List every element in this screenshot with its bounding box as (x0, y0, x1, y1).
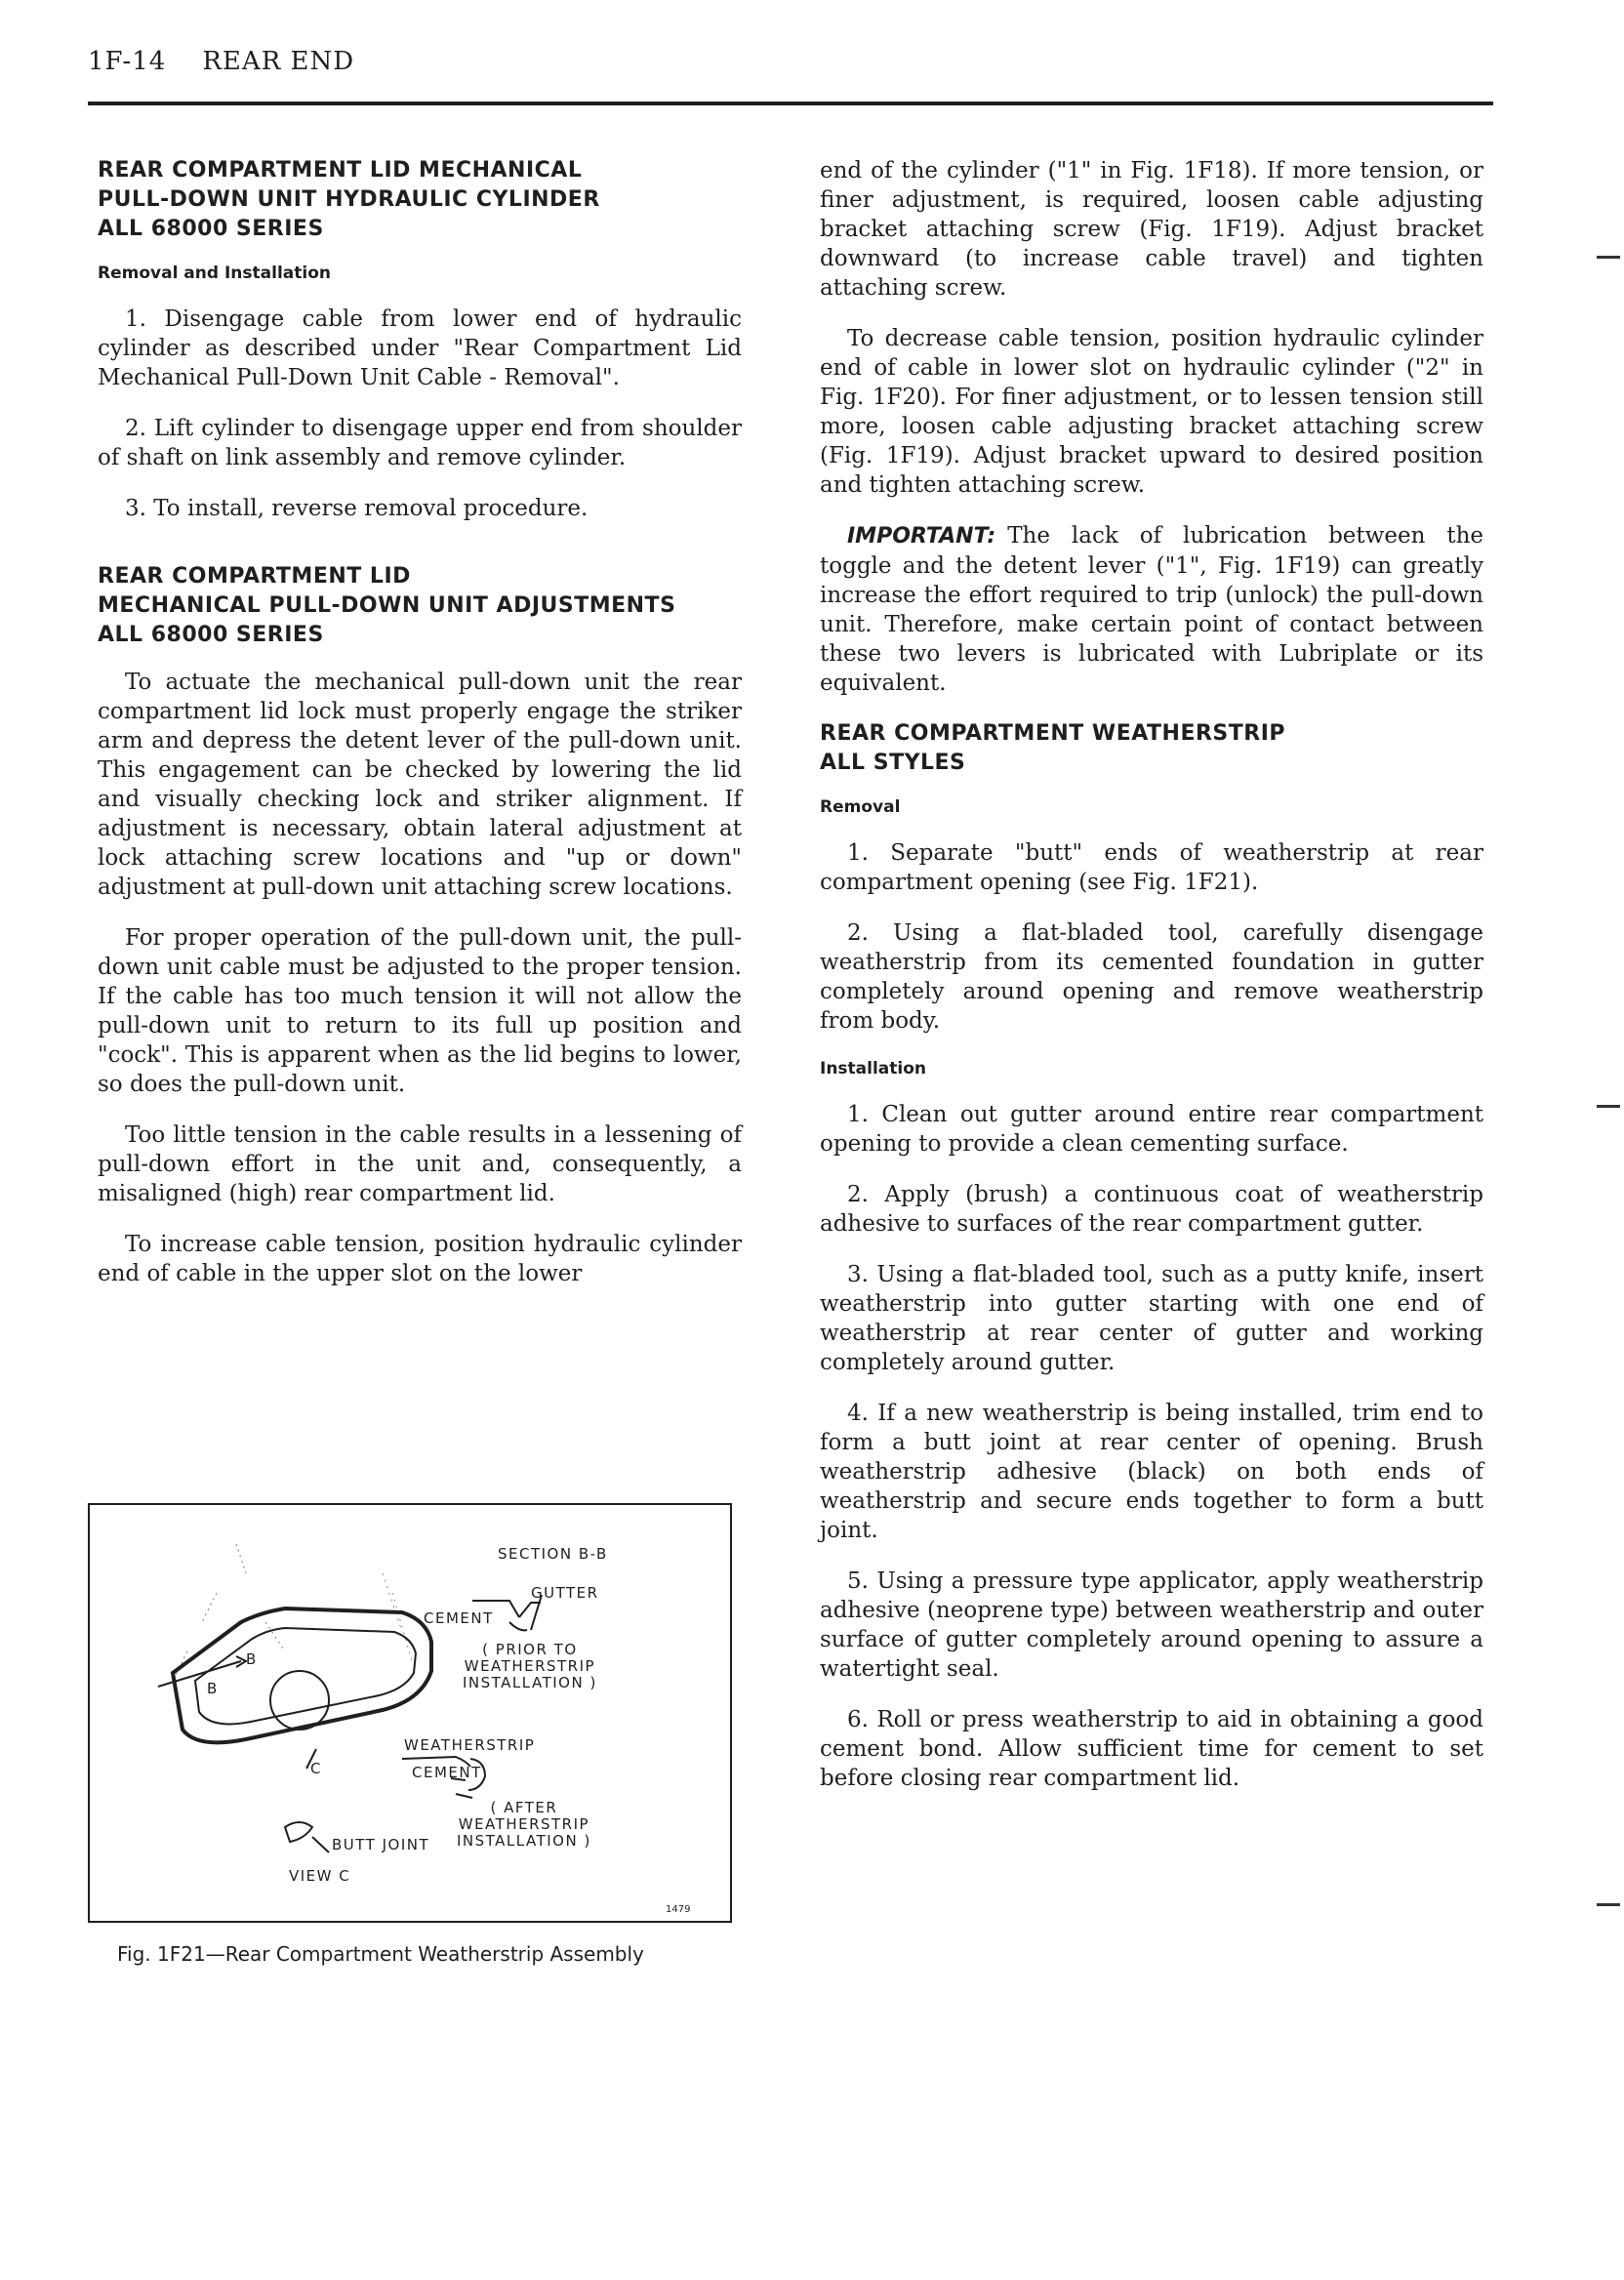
page-reference: 1F-14 (88, 47, 167, 76)
label-cement-upper: CEMENT (424, 1609, 494, 1627)
header-divider (88, 102, 1493, 105)
important-label: IMPORTANT: (847, 524, 996, 549)
subhead-removal-installation: Removal and Installation (98, 264, 331, 283)
title-line: MECHANICAL PULL-DOWN UNIT ADJUSTMENTS (98, 593, 676, 618)
title-line: ALL 68000 SERIES (98, 217, 324, 241)
label-c: C (310, 1760, 322, 1777)
label-after: ( AFTER WEATHERSTRIP INSTALLATION ) (457, 1799, 591, 1850)
important-note (820, 521, 1483, 698)
install-step-3: 3. Using a flat-bladed tool, such as a putty knife, insert weatherstrip into gutter starting with one end of weatherstrip at rear center of gutter and working completely around gutter. (820, 1262, 1483, 1375)
label-b-lower: B (207, 1680, 219, 1697)
adjustment-paragraph-1: To actuate the mechanical pull-down unit the rear compartment lid lock must properly engage the striker arm and depress the detent lever of the pull-down unit. This engagement can be checked by lowering the lid and visually checking lock and striker alignment. If adjustment is necessary, obtain lateral adjustment at lock attaching screw locations and "up or down" adjustment at pull-down unit attaching screw locations. (98, 670, 742, 900)
label-prior-to: ( PRIOR TO WEATHERSTRIP INSTALLATION ) (463, 1641, 597, 1691)
install-step-6: 6. Roll or press weatherstrip to aid in obtaining a good cement bond. Allow sufficient time for cement to set before closing rear compartment lid. (820, 1707, 1483, 1791)
label-butt-joint: BUTT JOINT (332, 1836, 430, 1853)
title-line: REAR COMPARTMENT WEATHERSTRIP (820, 721, 1286, 746)
label-b-upper: B (246, 1650, 258, 1668)
left-column (98, 156, 742, 1310)
label-weatherstrip: WEATHERSTRIP (404, 1736, 536, 1754)
figure-caption: Fig. 1F21—Rear Compartment Weatherstrip Assembly (117, 1942, 644, 1966)
title-line: REAR COMPARTMENT LID MECHANICAL (98, 158, 583, 183)
margin-mark (1597, 1105, 1620, 1108)
step-3-paragraph: 3. To install, reverse removal procedure. (125, 496, 589, 521)
removal-step-2: 2. Using a flat-bladed tool, carefully disengage weatherstrip from its cemented foundation in gutter completely around opening and remove weatherstrip from body. (820, 920, 1483, 1034)
margin-mark (1597, 256, 1620, 259)
label-gutter: GUTTER (531, 1584, 599, 1602)
label-section-bb: SECTION B-B (498, 1545, 608, 1563)
section-title-adjustments (98, 562, 742, 650)
install-step-2: 2. Apply (brush) a continuous coat of weatherstrip adhesive to surfaces of the rear compartment gutter. (820, 1182, 1483, 1237)
figure-weatherstrip-assembly (88, 1503, 732, 1923)
label-cement-lower: CEMENT (412, 1764, 482, 1781)
adjustment-paragraph-3: Too little tension in the cable results in a lessening of pull-down effort in the unit and, consequently, a misaligned (high) rear compartment lid. (98, 1122, 742, 1206)
removal-step-1: 1. Separate "butt" ends of weatherstrip at rear compartment opening (see Fig. 1F21). (820, 840, 1483, 895)
subhead-installation: Installation (820, 1059, 927, 1079)
important-text: The lack of lubrication between the toggle and the detent lever ("1", Fig. 1F19) can greatly increase the effort required to trip (unlock) the pull-down unit. Therefore, make certain point of contact between these two levers is lubricated with Lubriplate or its equivalent. (820, 523, 1483, 696)
right-column (820, 156, 1483, 1814)
label-view-c: VIEW C (289, 1867, 351, 1885)
decrease-tension-paragraph: To decrease cable tension, position hydraulic cylinder end of cable in lower slot on hydraulic cylinder ("2" in Fig. 1F20). For finer adjustment, or to lessen tension still more, loosen cable adjusting bracket attaching screw (Fig. 1F19). Adjust bracket upward to desired position and tighten attaching screw. (820, 326, 1483, 498)
title-line: ALL STYLES (820, 751, 966, 775)
title-line: ALL 68000 SERIES (98, 623, 324, 647)
continued-paragraph: end of the cylinder ("1" in Fig. 1F18). If more tension, or finer adjustment, is required, loosen cable adjusting bracket attaching screw (Fig. 1F19). Adjust bracket downward (to increase cable travel) and tighten attaching screw. (820, 158, 1483, 301)
install-step-5: 5. Using a pressure type applicator, apply weatherstrip adhesive (neoprene type) between weatherstrip and outer surface of gutter completely around opening to assure a watertight seal. (820, 1568, 1483, 1682)
title-line: PULL-DOWN UNIT HYDRAULIC CYLINDER (98, 187, 600, 212)
step-2-paragraph: 2. Lift cylinder to disengage upper end from shoulder of shaft on link assembly and remove cylinder. (98, 416, 742, 470)
adjustment-paragraph-2: For proper operation of the pull-down unit, the pull-down unit cable must be adjusted to the proper tension. If the cable has too much tension it will not allow the pull-down unit to return to its full up position and "cock". This is apparent when as the lid begins to lower, so does the pull-down unit. (98, 925, 742, 1097)
section-title-hydraulic-cylinder (98, 156, 742, 244)
adjustment-paragraph-4: To increase cable tension, position hydraulic cylinder end of cable in the upper slot on the lower (98, 1232, 742, 1286)
section-name: REAR END (202, 47, 355, 76)
step-1-paragraph: 1. Disengage cable from lower end of hydraulic cylinder as described under "Rear Compartment Lid Mechanical Pull-Down Unit Cable - Removal". (98, 306, 742, 390)
figure-number: 1479 (666, 1904, 691, 1915)
section-title-weatherstrip (820, 719, 1483, 778)
install-step-1: 1. Clean out gutter around entire rear compartment opening to provide a clean cementing surface. (820, 1102, 1483, 1157)
subhead-removal: Removal (820, 797, 901, 817)
margin-mark (1597, 1903, 1620, 1906)
install-step-4: 4. If a new weatherstrip is being installed, trim end to form a butt joint at rear center of opening. Brush weatherstrip adhesive (black) on both ends of weatherstrip and secure ends together to form a butt joint. (820, 1401, 1483, 1543)
weatherstrip-diagram (90, 1505, 730, 1921)
page-header (88, 47, 354, 76)
title-line: REAR COMPARTMENT LID (98, 564, 411, 589)
